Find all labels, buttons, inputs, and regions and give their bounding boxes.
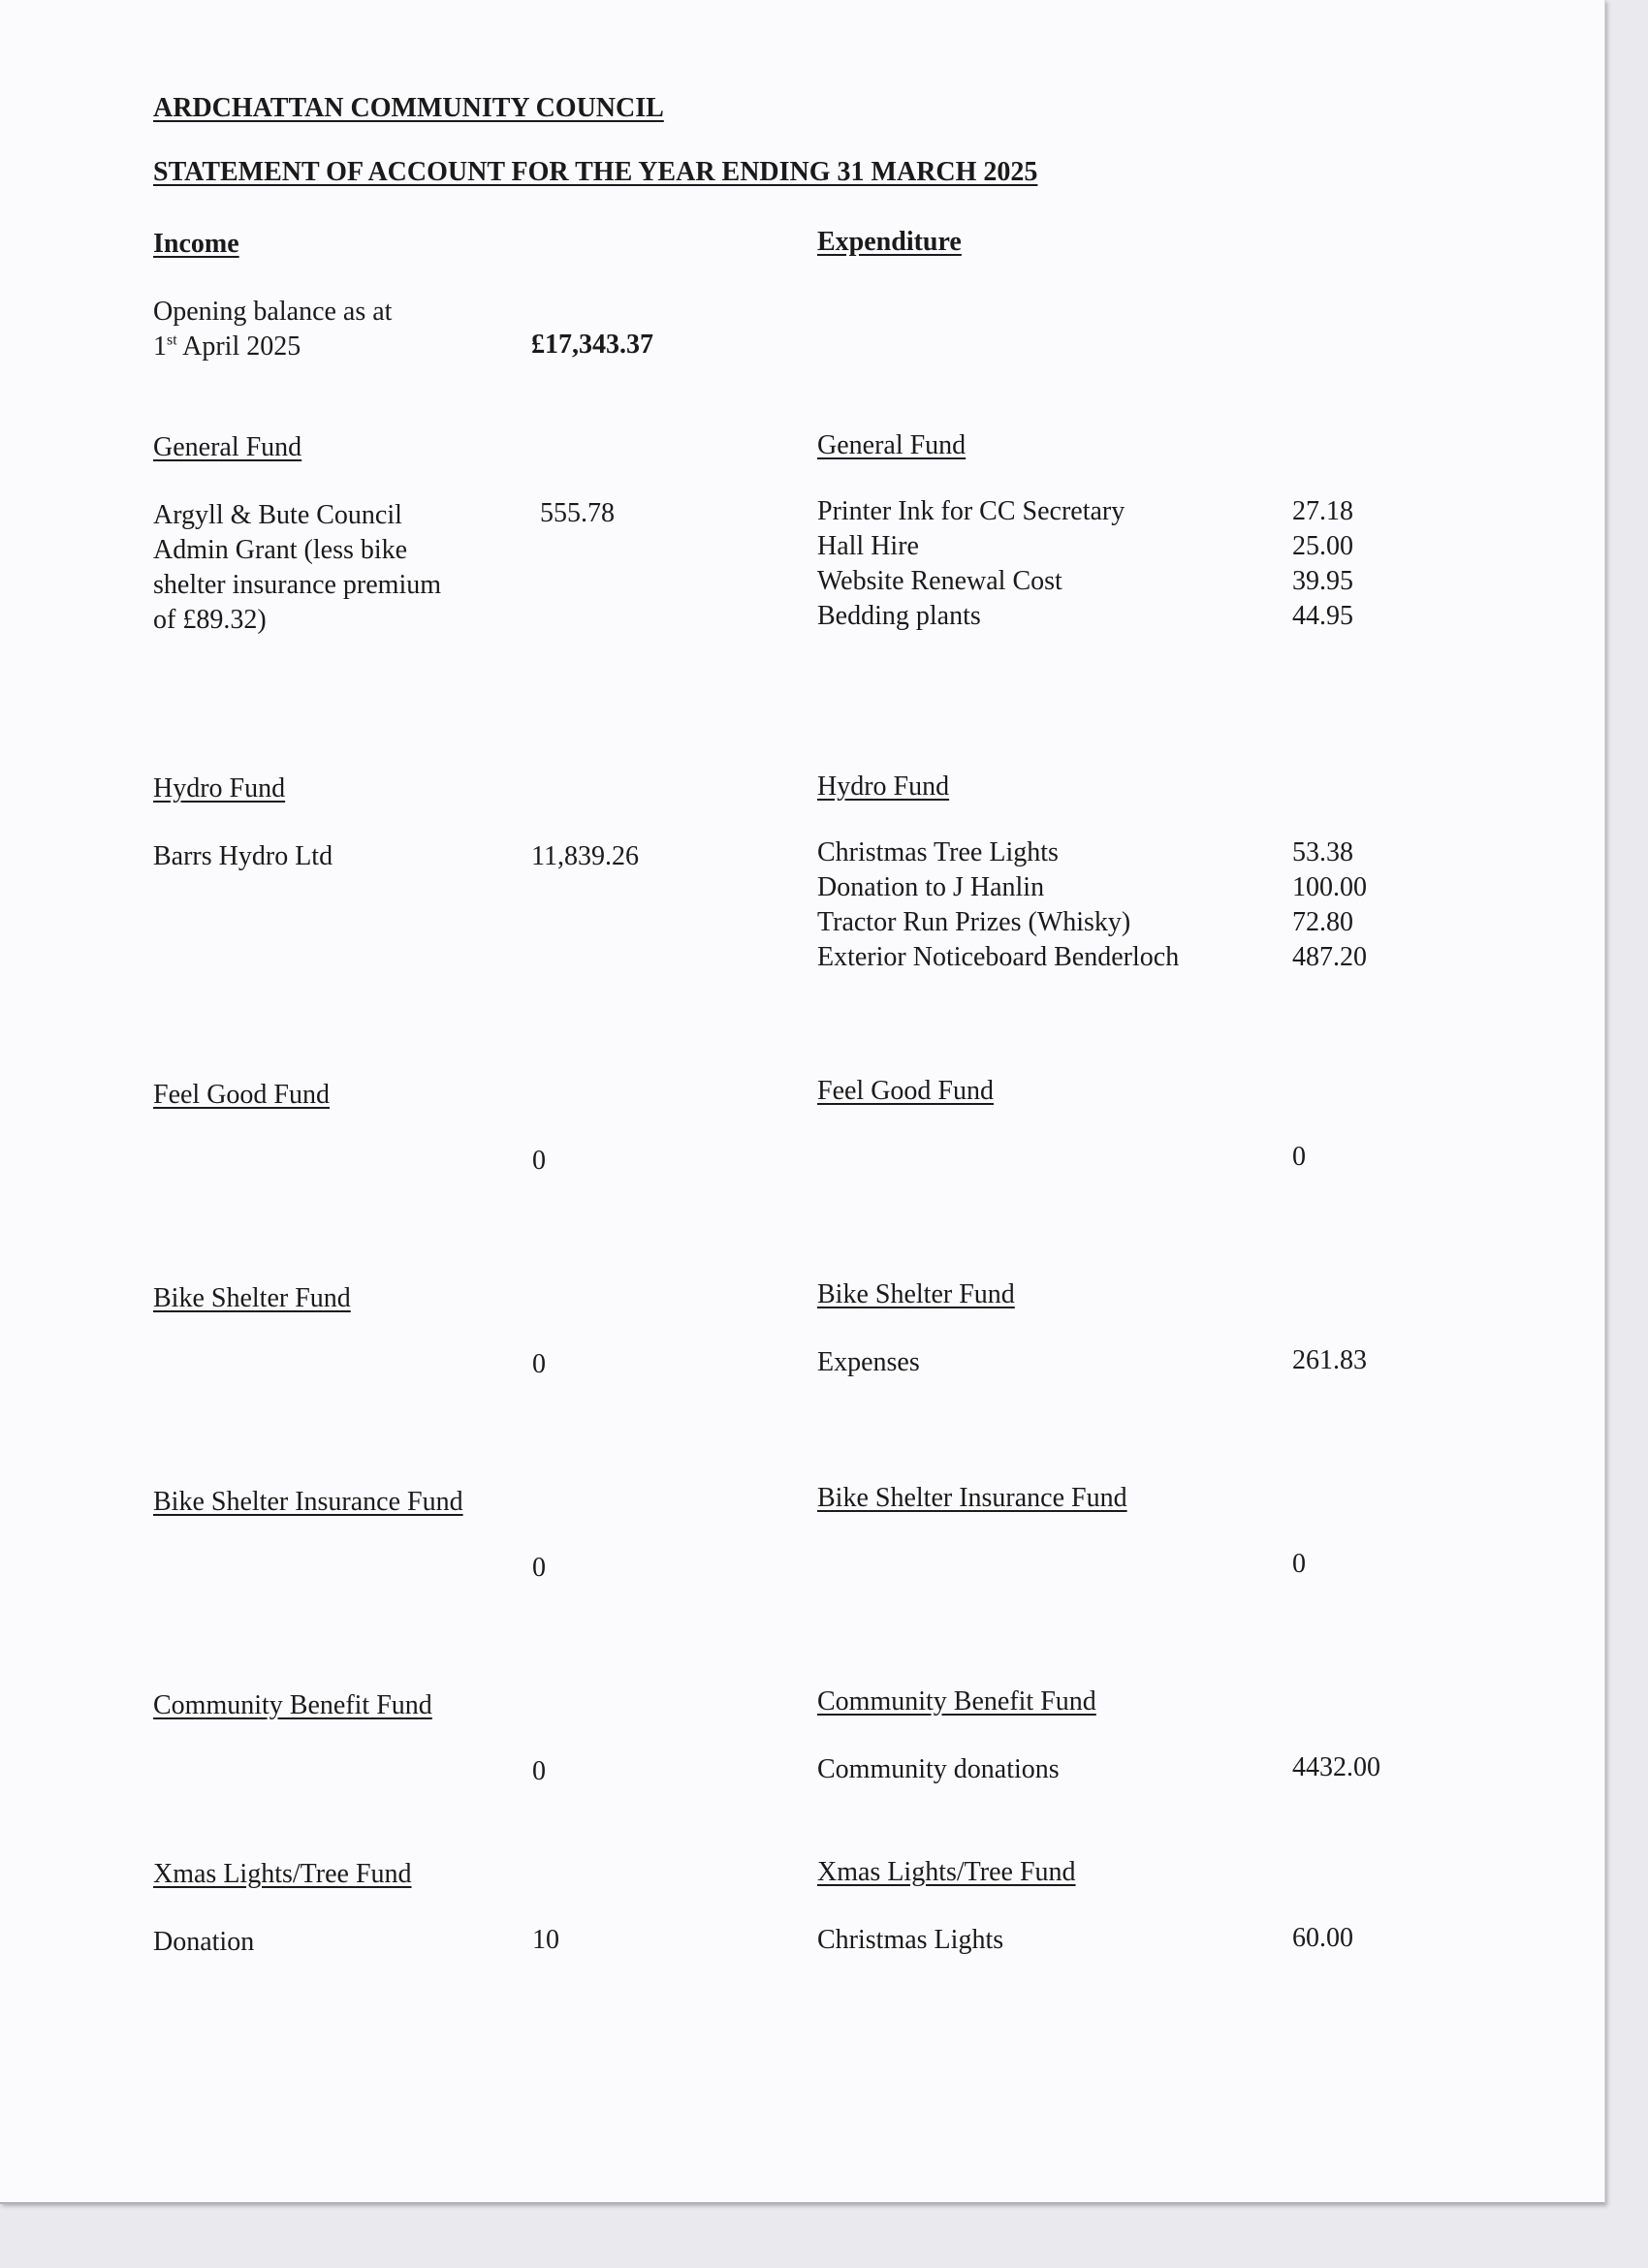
exp-community-benefit-heading: Community Benefit Fund [817,1686,1096,1717]
exp-xmas-item: Christmas Lights [817,1925,1004,1955]
expenditure-heading: Expenditure [817,227,962,257]
income-general-fund-heading: General Fund [153,432,302,462]
income-bike-shelter-amount: 0 [532,1349,546,1379]
exp-hydro-item-amount: 72.80 [1292,907,1353,937]
exp-hydro-item-label: Christmas Tree Lights [817,837,1059,867]
exp-bike-shelter-heading: Bike Shelter Fund [817,1279,1015,1309]
exp-feel-good-heading: Feel Good Fund [817,1076,994,1106]
exp-bike-shelter-item: Expenses [817,1347,920,1377]
income-general-fund-line4: of £89.32) [153,605,267,635]
income-hydro-fund-heading: Hydro Fund [153,773,286,803]
exp-hydro-fund-heading: Hydro Fund [817,772,950,802]
income-heading: Income [153,229,239,259]
exp-feel-good-amount: 0 [1292,1142,1306,1172]
income-feel-good-amount: 0 [532,1146,546,1176]
exp-general-item-amount: 27.18 [1292,496,1353,526]
exp-hydro-item-label: Donation to J Hanlin [817,872,1045,902]
exp-hydro-item-amount: 53.38 [1292,837,1353,867]
income-hydro-item: Barrs Hydro Ltd [153,841,333,871]
exp-general-item-amount: 25.00 [1292,531,1353,561]
income-feel-good-heading: Feel Good Fund [153,1080,330,1110]
exp-xmas-amount: 60.00 [1292,1923,1353,1953]
exp-general-item-label: Bedding plants [817,601,981,631]
statement-title: STATEMENT OF ACCOUNT FOR THE YEAR ENDING 31 MARCH 2025 [153,157,1038,187]
income-general-fund-line2: Admin Grant (less bike [153,535,408,565]
org-name: ARDCHATTAN COMMUNITY COUNCIL [153,93,664,123]
exp-general-item-label: Printer Ink for CC Secretary [817,496,1125,526]
opening-balance-label-line2: 1st April 2025 [153,331,301,362]
exp-general-item-label: Hall Hire [817,531,919,561]
income-xmas-heading: Xmas Lights/Tree Fund [153,1859,412,1889]
income-xmas-item: Donation [153,1927,255,1957]
income-bike-insurance-amount: 0 [532,1553,546,1583]
income-general-fund-line3: shelter insurance premium [153,570,442,600]
exp-community-benefit-amount: 4432.00 [1292,1752,1380,1782]
exp-general-item-amount: 39.95 [1292,566,1353,596]
income-general-fund-amount: 555.78 [540,498,615,528]
exp-hydro-item-label: Exterior Noticeboard Benderloch [817,942,1180,972]
income-bike-shelter-heading: Bike Shelter Fund [153,1283,351,1313]
income-general-fund-line1: Argyll & Bute Council [153,500,402,530]
exp-general-item-amount: 44.95 [1292,601,1353,631]
exp-xmas-heading: Xmas Lights/Tree Fund [817,1857,1076,1887]
opening-balance-label-line1: Opening balance as at [153,297,393,327]
exp-hydro-item-amount: 487.20 [1292,942,1367,972]
exp-hydro-item-label: Tractor Run Prizes (Whisky) [817,907,1131,937]
income-community-benefit-heading: Community Benefit Fund [153,1690,432,1720]
income-community-benefit-amount: 0 [532,1756,546,1786]
exp-general-fund-heading: General Fund [817,430,967,460]
income-bike-insurance-heading: Bike Shelter Insurance Fund [153,1487,463,1517]
exp-bike-insurance-amount: 0 [1292,1549,1306,1579]
exp-general-item-label: Website Renewal Cost [817,566,1062,596]
exp-bike-shelter-amount: 261.83 [1292,1345,1367,1375]
exp-bike-insurance-heading: Bike Shelter Insurance Fund [817,1483,1127,1513]
exp-hydro-item-amount: 100.00 [1292,872,1367,902]
exp-community-benefit-item: Community donations [817,1754,1060,1784]
income-hydro-amount: 11,839.26 [531,841,639,871]
opening-balance-amount: £17,343.37 [531,330,653,360]
income-xmas-amount: 10 [532,1925,559,1955]
